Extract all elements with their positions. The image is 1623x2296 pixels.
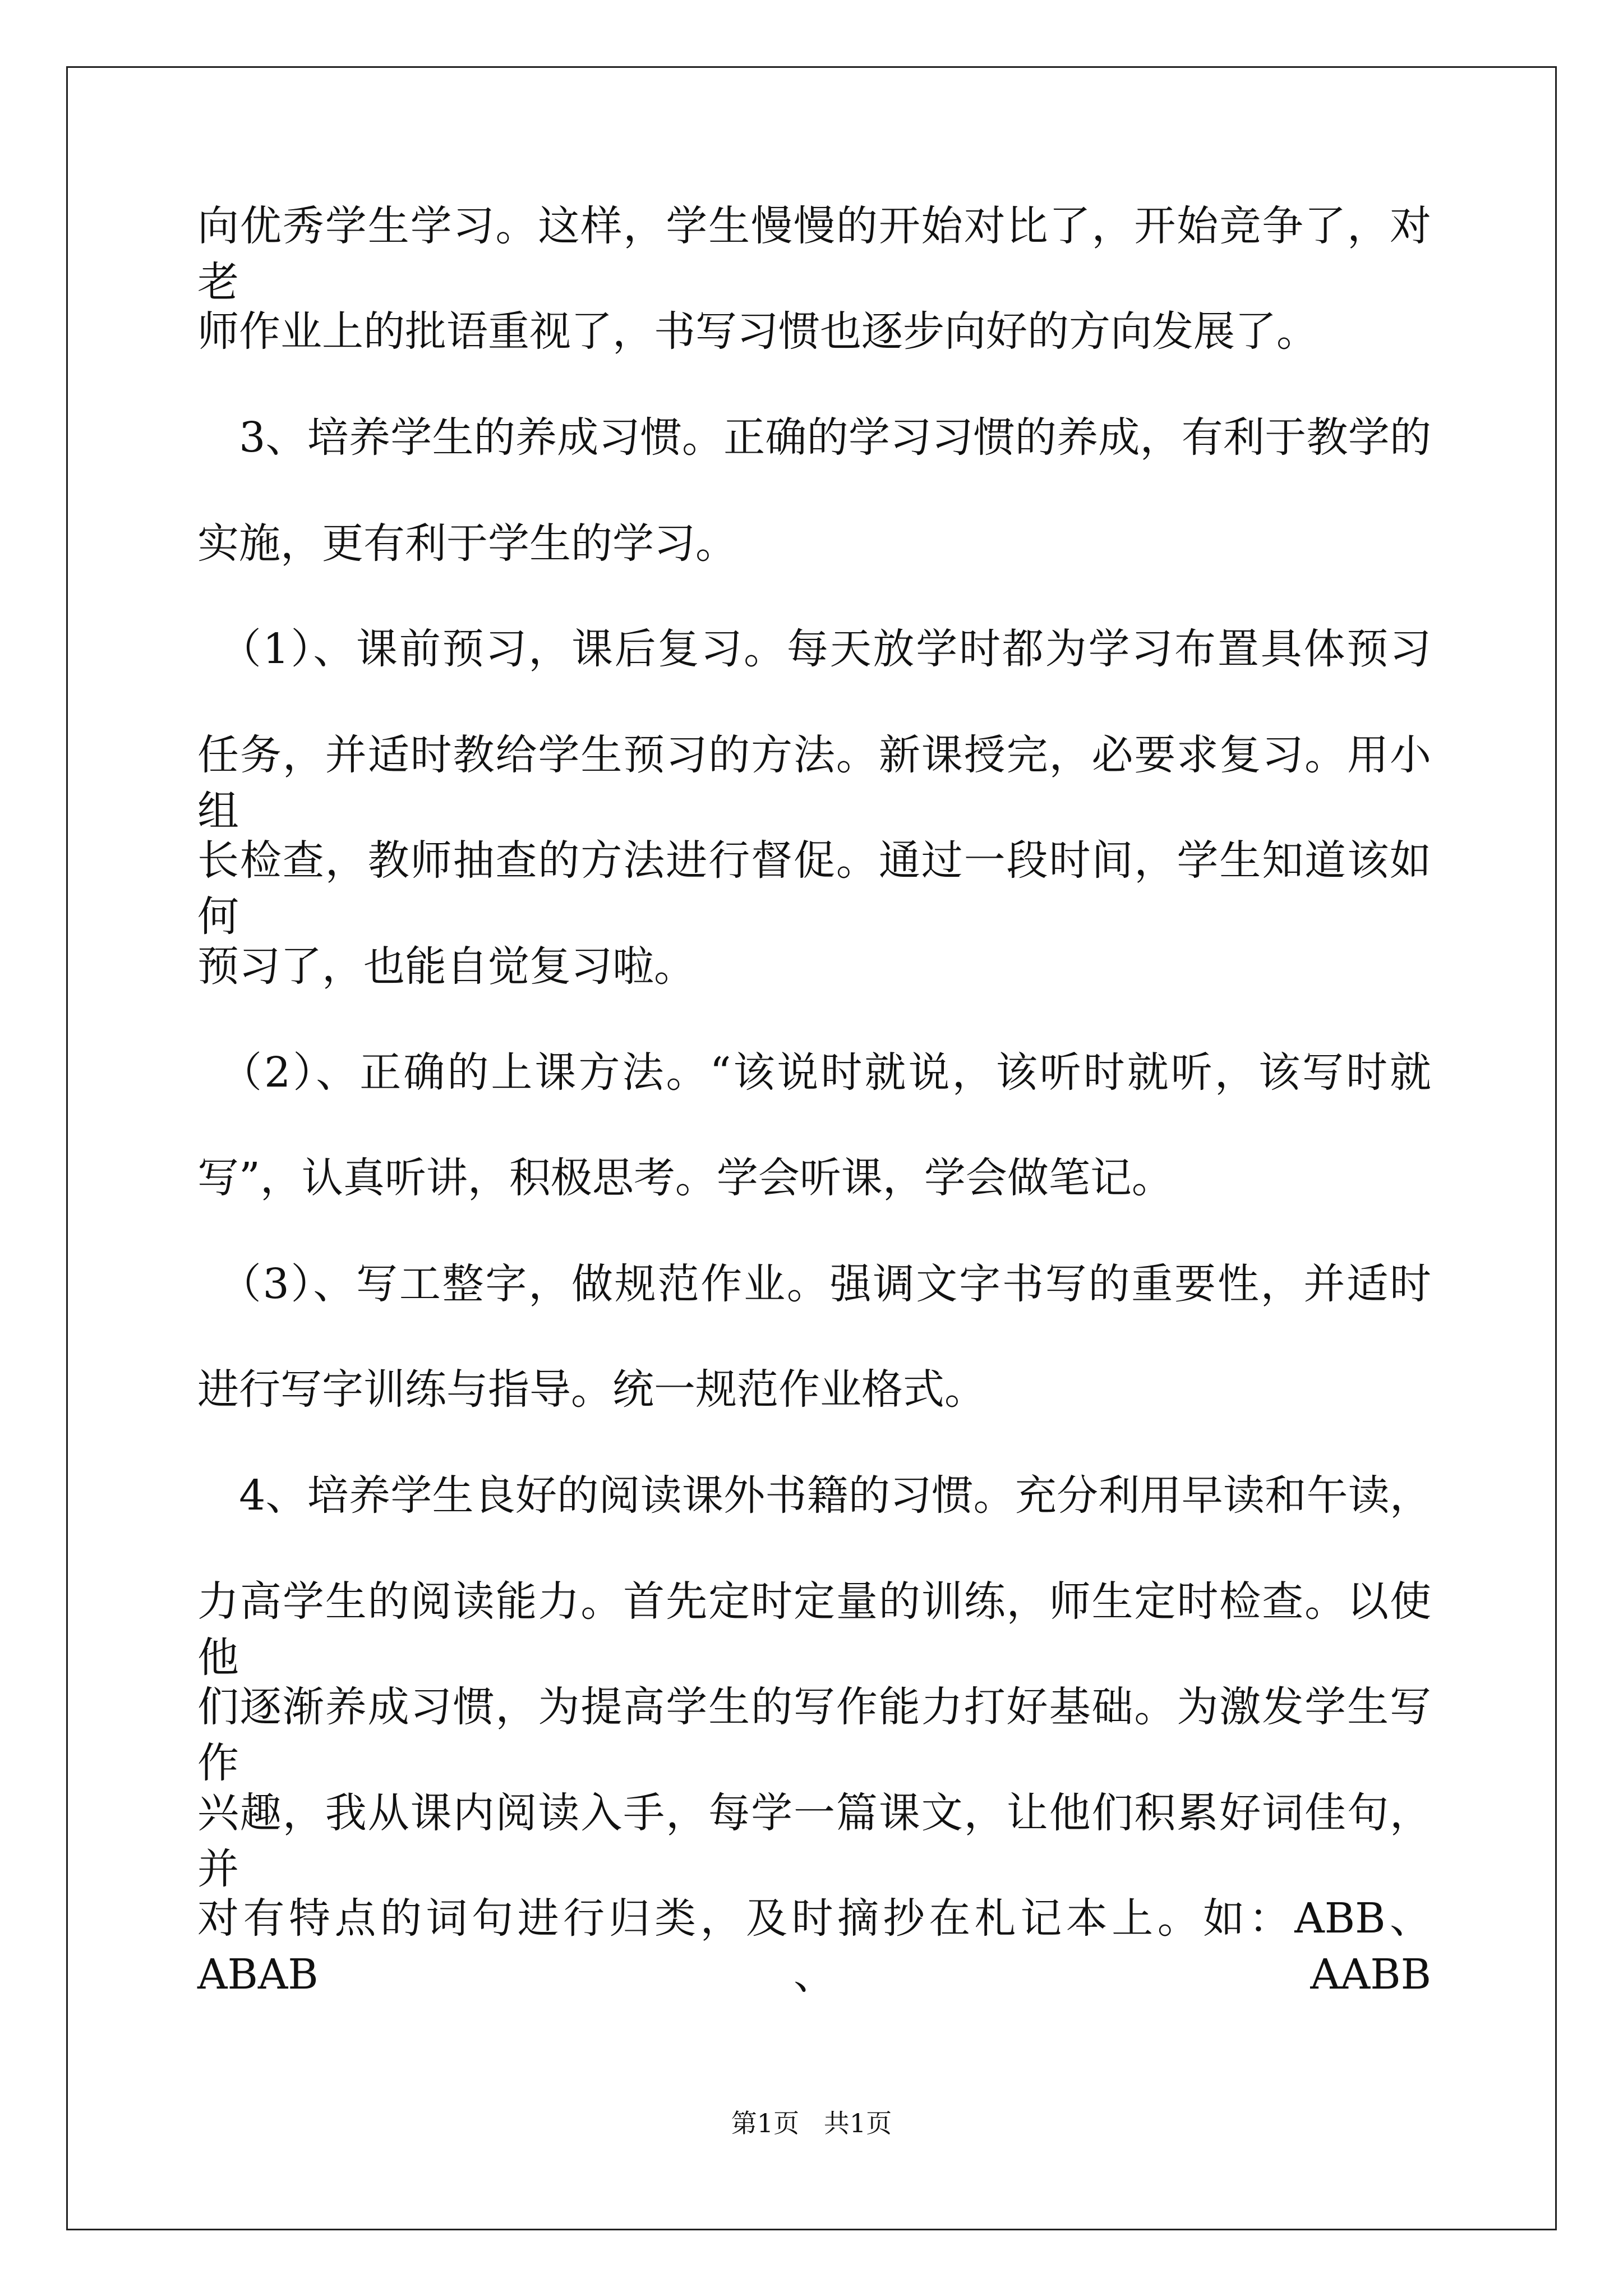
text-line: （1）、课前预习，课后复习。每天放学时都为学习布置具体预习: [197, 625, 1431, 673]
text-line: 写”，认真听讲，积极思考。学会听课，学会做笔记。: [197, 1154, 1173, 1202]
text-line: 对有特点的词句进行归类，及时摘抄在札记本上。如：ABB、ABAB、AABB: [197, 1894, 1431, 1999]
text-line: 们逐渐养成习惯，为提高学生的写作能力打好基础。为激发学生写作: [197, 1683, 1431, 1787]
text-line: 向优秀学生学习。这样，学生慢慢的开始对比了，开始竞争了，对老: [197, 202, 1431, 306]
text-line: 兴趣，我从课内阅读入手，每学一篇课文，让他们积累好词佳句，并: [197, 1789, 1431, 1893]
text-line: （2）、正确的上课方法。“该说时就说，该听时就听，该写时就: [197, 1048, 1431, 1097]
text-line: 4、培养学生良好的阅读课外书籍的习惯。充分利用早读和午读，: [197, 1471, 1431, 1520]
text-line: 预习了，也能自觉复习啦。: [197, 942, 695, 991]
text-line: 师作业上的批语重视了，书写习惯也逐步向好的方向发展了。: [197, 307, 1318, 356]
text-line: 长检查，教师抽查的方法进行督促。通过一段时间，学生知道该如何: [197, 836, 1431, 941]
text-line: （3）、写工整字，做规范作业。强调文字书写的重要性，并适时: [197, 1260, 1431, 1308]
page-footer: 第1页 共1页: [731, 2108, 892, 2138]
text-line: 进行写字训练与指导。统一规范作业格式。: [197, 1365, 986, 1414]
text-line: 3、培养学生的养成习惯。正确的学习习惯的养成，有利于教学的: [197, 413, 1431, 462]
text-line: 实施，更有利于学生的学习。: [197, 519, 737, 568]
text-line: 任务，并适时教给学生预习的方法。新课授完，必要求复习。用小组: [197, 731, 1431, 835]
text-line: 力高学生的阅读能力。首先定时定量的训练，师生定时检查。以使他: [197, 1577, 1431, 1682]
